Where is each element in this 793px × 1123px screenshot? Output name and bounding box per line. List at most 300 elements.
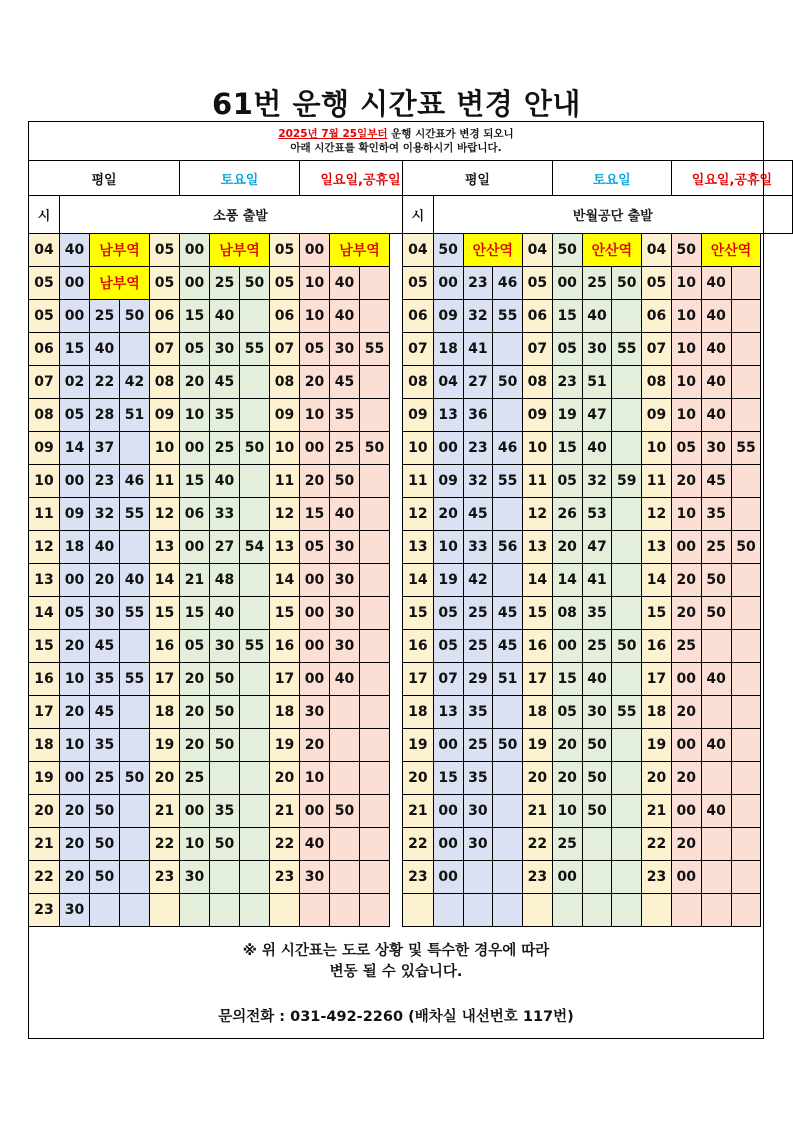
- minute-cell: 50: [433, 234, 463, 267]
- hour-cell: 13: [270, 531, 300, 564]
- minute-cell: 20: [552, 531, 582, 564]
- minute-cell: 05: [180, 333, 210, 366]
- hour-cell: 23: [270, 861, 300, 894]
- hour-cell: 07: [270, 333, 300, 366]
- minute-cell: [612, 432, 642, 465]
- minute-cell: [360, 300, 390, 333]
- minute-cell: 20: [671, 597, 701, 630]
- minute-cell: [731, 861, 761, 894]
- hour-cell: 06: [523, 300, 553, 333]
- hour-cell: 05: [270, 267, 300, 300]
- hour-cell: 12: [523, 498, 553, 531]
- minute-cell: [433, 894, 463, 927]
- hour-cell: [150, 894, 180, 927]
- timetable-row: [29, 300, 422, 333]
- minute-cell: 00: [433, 828, 463, 861]
- hour-cell: 07: [642, 333, 672, 366]
- minute-cell: 05: [433, 630, 463, 663]
- timetable-row: [403, 366, 793, 399]
- minute-cell: 00: [671, 861, 701, 894]
- minute-cell: 36: [463, 399, 493, 432]
- hour-cell: 05: [29, 300, 60, 333]
- timetable-row: [29, 630, 422, 663]
- minute-cell: 45: [210, 366, 240, 399]
- minute-cell: [360, 861, 390, 894]
- timetable-row: [29, 234, 422, 267]
- minute-cell: 22: [90, 366, 120, 399]
- minute-cell: 10: [552, 795, 582, 828]
- minute-cell: [120, 894, 150, 927]
- minute-cell: [360, 729, 390, 762]
- minute-cell: [493, 333, 523, 366]
- minute-cell: 00: [300, 795, 330, 828]
- minute-cell: 55: [240, 333, 270, 366]
- minute-cell: [240, 564, 270, 597]
- minute-cell: 55: [360, 333, 390, 366]
- minute-cell: [493, 696, 523, 729]
- timetable-row: [403, 597, 793, 630]
- minute-cell: 10: [60, 663, 90, 696]
- minute-cell: 20: [433, 498, 463, 531]
- minute-cell: 00: [433, 267, 463, 300]
- hour-cell: 19: [403, 729, 434, 762]
- hour-cell: 07: [29, 366, 60, 399]
- hour-cell: 11: [270, 465, 300, 498]
- minute-cell: 23: [463, 432, 493, 465]
- minute-cell: 32: [463, 465, 493, 498]
- hour-cell: 20: [642, 762, 672, 795]
- right-timetable: [402, 160, 793, 927]
- minute-cell: 41: [463, 333, 493, 366]
- minute-cell: 05: [60, 399, 90, 432]
- minute-cell: 45: [701, 465, 731, 498]
- hour-cell: 08: [29, 399, 60, 432]
- minute-cell: 23: [552, 366, 582, 399]
- contact-phone: 문의전화 : 031-492-2260 (배차실 내선번호 117번): [218, 1009, 574, 1025]
- minute-cell: 40: [330, 663, 360, 696]
- hour-cell: 10: [270, 432, 300, 465]
- minute-cell: 23: [90, 465, 120, 498]
- minute-cell: 40: [582, 300, 612, 333]
- minute-cell: 40: [300, 828, 330, 861]
- minute-cell: 50: [612, 267, 642, 300]
- minute-cell: 00: [60, 267, 90, 300]
- minute-cell: [493, 861, 523, 894]
- minute-cell: [701, 894, 731, 927]
- minute-cell: 27: [463, 366, 493, 399]
- minute-cell: 45: [90, 696, 120, 729]
- timetable-row: [403, 234, 793, 267]
- page-title: 61번 운행 시간표 변경 안내: [212, 87, 581, 121]
- hour-cell: 19: [29, 762, 60, 795]
- minute-cell: 25: [463, 630, 493, 663]
- minute-cell: 35: [330, 399, 360, 432]
- header-sunday: 일요일,공휴일: [671, 161, 792, 196]
- hour-cell: 20: [270, 762, 300, 795]
- hour-cell: 12: [403, 498, 434, 531]
- minute-cell: 30: [180, 861, 210, 894]
- minute-cell: [120, 729, 150, 762]
- hour-cell: 05: [403, 267, 434, 300]
- minute-cell: 10: [671, 333, 701, 366]
- minute-cell: [612, 861, 642, 894]
- minute-cell: 35: [463, 762, 493, 795]
- minute-cell: 41: [582, 564, 612, 597]
- hour-cell: 04: [403, 234, 434, 267]
- minute-cell: 20: [671, 696, 701, 729]
- timetable-row: [29, 663, 422, 696]
- timetable-row: [403, 696, 793, 729]
- minute-cell: 30: [330, 630, 360, 663]
- minute-cell: [612, 300, 642, 333]
- minute-cell: [120, 828, 150, 861]
- minute-cell: 02: [60, 366, 90, 399]
- minute-cell: 47: [582, 399, 612, 432]
- minute-cell: [731, 564, 761, 597]
- hour-cell: 16: [523, 630, 553, 663]
- hour-cell: 13: [403, 531, 434, 564]
- minute-cell: 14: [60, 432, 90, 465]
- minute-cell: 50: [582, 762, 612, 795]
- footer-notice-line-1: ※ 위 시간표는 도로 상황 및 특수한 경우에 따라: [242, 943, 550, 959]
- minute-cell: [240, 300, 270, 333]
- minute-cell: 59: [612, 465, 642, 498]
- hour-cell: 09: [150, 399, 180, 432]
- minute-cell: 50: [582, 795, 612, 828]
- minute-cell: 10: [300, 267, 330, 300]
- hour-cell: 22: [642, 828, 672, 861]
- hour-cell: 20: [29, 795, 60, 828]
- hour-cell: 20: [523, 762, 553, 795]
- station-name: 안산역: [463, 234, 523, 267]
- minute-cell: 25: [210, 432, 240, 465]
- hour-cell: 18: [270, 696, 300, 729]
- minute-cell: 45: [90, 630, 120, 663]
- minute-cell: 21: [180, 564, 210, 597]
- minute-cell: 40: [330, 300, 360, 333]
- timetable-row: [403, 795, 793, 828]
- minute-cell: 30: [701, 432, 731, 465]
- minute-cell: 51: [493, 663, 523, 696]
- hour-cell: 05: [29, 267, 60, 300]
- timetable-row: [403, 531, 793, 564]
- minute-cell: 30: [330, 564, 360, 597]
- minute-cell: 46: [120, 465, 150, 498]
- minute-cell: 35: [210, 399, 240, 432]
- minute-cell: 00: [300, 234, 330, 267]
- minute-cell: 00: [671, 795, 701, 828]
- minute-cell: 50: [240, 432, 270, 465]
- minute-cell: 47: [582, 531, 612, 564]
- hour-cell: 23: [403, 861, 434, 894]
- hour-cell: 18: [150, 696, 180, 729]
- minute-cell: [360, 267, 390, 300]
- timetable-row: [29, 597, 422, 630]
- minute-cell: 33: [210, 498, 240, 531]
- hour-cell: 22: [523, 828, 553, 861]
- minute-cell: 40: [701, 729, 731, 762]
- minute-cell: 10: [671, 498, 701, 531]
- minute-cell: [612, 564, 642, 597]
- minute-cell: 40: [701, 399, 731, 432]
- minute-cell: [360, 498, 390, 531]
- minute-cell: [240, 366, 270, 399]
- hour-cell: 14: [29, 597, 60, 630]
- minute-cell: 40: [90, 333, 120, 366]
- minute-cell: 13: [433, 399, 463, 432]
- minute-cell: 00: [180, 432, 210, 465]
- notice-line-2: 아래 시간표를 확인하여 이용하시기 바랍니다.: [290, 142, 502, 154]
- minute-cell: 32: [463, 300, 493, 333]
- minute-cell: 29: [463, 663, 493, 696]
- hour-cell: 14: [403, 564, 434, 597]
- minute-cell: [552, 894, 582, 927]
- hour-cell: 15: [403, 597, 434, 630]
- minute-cell: 35: [90, 663, 120, 696]
- minute-cell: [612, 762, 642, 795]
- timetable-row: [403, 564, 793, 597]
- minute-cell: 20: [180, 366, 210, 399]
- minute-cell: [360, 366, 390, 399]
- hour-cell: 05: [150, 234, 180, 267]
- timetable-row: [403, 498, 793, 531]
- minute-cell: 35: [210, 795, 240, 828]
- minute-cell: 50: [731, 531, 761, 564]
- minute-cell: [330, 729, 360, 762]
- hour-cell: 18: [642, 696, 672, 729]
- header-saturday: 토요일: [180, 161, 300, 196]
- header-saturday: 토요일: [552, 161, 671, 196]
- hour-cell: 04: [29, 234, 60, 267]
- minute-cell: 05: [552, 333, 582, 366]
- hour-cell: 09: [642, 399, 672, 432]
- minute-cell: 15: [60, 333, 90, 366]
- minute-cell: 05: [60, 597, 90, 630]
- hour-cell: 21: [29, 828, 60, 861]
- minute-cell: 20: [552, 762, 582, 795]
- minute-cell: 25: [671, 630, 701, 663]
- minute-cell: [731, 597, 761, 630]
- minute-cell: [493, 762, 523, 795]
- minute-cell: 20: [300, 366, 330, 399]
- minute-cell: 51: [582, 366, 612, 399]
- minute-cell: 00: [433, 729, 463, 762]
- minute-cell: 32: [582, 465, 612, 498]
- minute-cell: 18: [60, 531, 90, 564]
- minute-cell: 40: [701, 795, 731, 828]
- minute-cell: 33: [463, 531, 493, 564]
- minute-cell: 18: [433, 333, 463, 366]
- minute-cell: 50: [210, 828, 240, 861]
- hour-cell: 05: [270, 234, 300, 267]
- minute-cell: [240, 399, 270, 432]
- hour-cell: 07: [403, 333, 434, 366]
- minute-cell: 25: [463, 729, 493, 762]
- minute-cell: 25: [210, 267, 240, 300]
- minute-cell: [120, 432, 150, 465]
- minute-cell: [731, 267, 761, 300]
- minute-cell: 40: [701, 300, 731, 333]
- header-weekday: 평일: [403, 161, 553, 196]
- minute-cell: 54: [240, 531, 270, 564]
- minute-cell: 42: [463, 564, 493, 597]
- minute-cell: [612, 795, 642, 828]
- minute-cell: [360, 696, 390, 729]
- timetable-row: [29, 366, 422, 399]
- hour-cell: 06: [403, 300, 434, 333]
- minute-cell: 50: [240, 267, 270, 300]
- hour-cell: 19: [150, 729, 180, 762]
- minute-cell: 55: [612, 696, 642, 729]
- minute-cell: 05: [671, 432, 701, 465]
- minute-cell: [240, 597, 270, 630]
- minute-cell: [360, 630, 390, 663]
- minute-cell: 20: [552, 729, 582, 762]
- header-weekday: 평일: [29, 161, 180, 196]
- hour-cell: 21: [150, 795, 180, 828]
- minute-cell: 05: [552, 696, 582, 729]
- minute-cell: 05: [180, 630, 210, 663]
- notice-box: [28, 121, 764, 159]
- minute-cell: 05: [552, 465, 582, 498]
- minute-cell: 40: [210, 300, 240, 333]
- minute-cell: [671, 894, 701, 927]
- minute-cell: 10: [433, 531, 463, 564]
- minute-cell: [120, 333, 150, 366]
- minute-cell: [360, 564, 390, 597]
- hour-cell: 06: [150, 300, 180, 333]
- minute-cell: [240, 663, 270, 696]
- timetable-row: [403, 630, 793, 663]
- hour-cell: 16: [150, 630, 180, 663]
- minute-cell: 55: [493, 300, 523, 333]
- minute-cell: 04: [433, 366, 463, 399]
- minute-cell: 50: [671, 234, 701, 267]
- timetable-row: [403, 828, 793, 861]
- minute-cell: 15: [300, 498, 330, 531]
- minute-cell: 00: [180, 234, 210, 267]
- minute-cell: [120, 630, 150, 663]
- minute-cell: 10: [180, 399, 210, 432]
- hour-cell: 09: [270, 399, 300, 432]
- minute-cell: [463, 894, 493, 927]
- minute-cell: 50: [701, 564, 731, 597]
- timetable-row: [403, 267, 793, 300]
- minute-cell: 40: [120, 564, 150, 597]
- timetable-row: [403, 333, 793, 366]
- minute-cell: 50: [330, 795, 360, 828]
- minute-cell: 25: [90, 762, 120, 795]
- hour-cell: 12: [150, 498, 180, 531]
- minute-cell: [582, 828, 612, 861]
- minute-cell: [240, 729, 270, 762]
- minute-cell: 45: [463, 498, 493, 531]
- timetable-row: [403, 465, 793, 498]
- minute-cell: 20: [300, 729, 330, 762]
- timetable-row: [403, 762, 793, 795]
- hour-cell: 19: [523, 729, 553, 762]
- minute-cell: [360, 531, 390, 564]
- hour-cell: 15: [642, 597, 672, 630]
- minute-cell: 05: [300, 531, 330, 564]
- minute-cell: [240, 795, 270, 828]
- minute-cell: 30: [582, 333, 612, 366]
- minute-cell: 20: [180, 729, 210, 762]
- footer-notice-line-2: 변동 될 수 있습니다.: [329, 964, 463, 980]
- minute-cell: [210, 894, 240, 927]
- minute-cell: 46: [493, 267, 523, 300]
- minute-cell: [493, 894, 523, 927]
- minute-cell: 40: [330, 267, 360, 300]
- hour-cell: 11: [642, 465, 672, 498]
- hour-cell: 15: [270, 597, 300, 630]
- minute-cell: 40: [210, 597, 240, 630]
- footer: [28, 941, 764, 1028]
- minute-cell: [360, 465, 390, 498]
- minute-cell: 50: [612, 630, 642, 663]
- minute-cell: 50: [90, 795, 120, 828]
- hour-cell: 11: [29, 498, 60, 531]
- hour-cell: 09: [29, 432, 60, 465]
- hour-column-header: 시: [29, 196, 60, 234]
- hour-cell: 13: [29, 564, 60, 597]
- hour-cell: 10: [403, 432, 434, 465]
- minute-cell: 50: [493, 366, 523, 399]
- hour-cell: 15: [150, 597, 180, 630]
- timetable-row: [29, 795, 422, 828]
- minute-cell: 35: [582, 597, 612, 630]
- minute-cell: 00: [300, 663, 330, 696]
- minute-cell: 50: [120, 300, 150, 333]
- minute-cell: [731, 498, 761, 531]
- minute-cell: 20: [300, 465, 330, 498]
- hour-cell: 17: [642, 663, 672, 696]
- hour-cell: 16: [29, 663, 60, 696]
- hour-cell: 16: [270, 630, 300, 663]
- minute-cell: 30: [90, 597, 120, 630]
- minute-cell: 25: [552, 828, 582, 861]
- minute-cell: [240, 762, 270, 795]
- hour-cell: 14: [270, 564, 300, 597]
- minute-cell: 50: [210, 663, 240, 696]
- hour-cell: 05: [150, 267, 180, 300]
- hour-cell: 08: [150, 366, 180, 399]
- minute-cell: 40: [210, 465, 240, 498]
- minute-cell: 09: [433, 465, 463, 498]
- minute-cell: 30: [330, 597, 360, 630]
- minute-cell: [240, 894, 270, 927]
- minute-cell: 50: [552, 234, 582, 267]
- minute-cell: 25: [180, 762, 210, 795]
- minute-cell: 13: [433, 696, 463, 729]
- effective-date: 2025년 7월 25일부터: [278, 128, 388, 140]
- timetable-row: [403, 894, 793, 927]
- minute-cell: [612, 399, 642, 432]
- minute-cell: [731, 630, 761, 663]
- hour-cell: 17: [403, 663, 434, 696]
- timetable-row: [403, 432, 793, 465]
- timetable-row: [403, 861, 793, 894]
- hour-cell: [523, 894, 553, 927]
- hour-cell: 05: [642, 267, 672, 300]
- minute-cell: 30: [463, 795, 493, 828]
- minute-cell: 55: [612, 333, 642, 366]
- hour-cell: 09: [523, 399, 553, 432]
- minute-cell: 14: [552, 564, 582, 597]
- timetable-row: [29, 894, 422, 927]
- station-name: 남부역: [330, 234, 390, 267]
- minute-cell: 30: [330, 531, 360, 564]
